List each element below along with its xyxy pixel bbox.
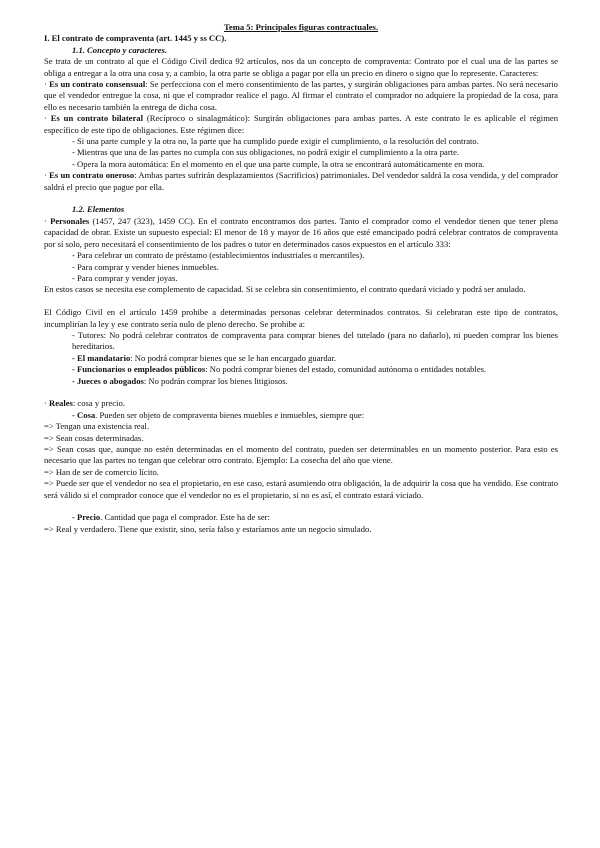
- document-page: [44, 22, 558, 535]
- list-item: => Puede ser que el vendedor no sea el propietario, en ese caso, estará asumiendo otra obligación, la de adquirir la cosa que ha vendido. Ese contrato será válido si el comprador conoce que el vendedor no es el propietario, si no es así, el contrato estará viciado.: [44, 478, 558, 500]
- list-item: - Para comprar y vender joyas.: [72, 272, 178, 283]
- list-item: => Sean cosas determinadas.: [44, 432, 144, 443]
- list-item: - Para celebrar un contrato de préstamo (establecimientos industriales o mercantiles).: [72, 250, 365, 261]
- section-1-1-heading: 1.1. Concepto y caracteres.: [72, 44, 167, 55]
- list-item: => Sean cosas que, aunque no estén determinadas en el momento del contrato, pueden ser determinables en un momento posterior. Para esto es necesario que las partes no tengan que celebrar otro contrato. Ejemplo: La cosecha del año que viene.: [44, 443, 558, 466]
- section-1-2-heading: 1.2. Elementos: [72, 204, 125, 215]
- document-title: Tema 5: Principales figuras contractuales.: [223, 22, 379, 32]
- list-item: => Han de ser de comercio lícito.: [44, 466, 159, 477]
- bilateral-label: Es un contrato bilateral: [50, 113, 143, 124]
- reales-paragraph: · Reales: cosa y precio.: [44, 398, 125, 409]
- oneroso-label: Es un contrato oneroso: [49, 170, 135, 181]
- section-1-heading: I. El contrato de compraventa (art. 1445 y ss CC).: [44, 33, 227, 44]
- list-item: => Tengan una existencia real.: [44, 421, 150, 432]
- precio-paragraph: - Precio. Cantidad que paga el comprador. Este ha de ser:: [72, 512, 270, 523]
- reales-label: Reales: [49, 398, 73, 409]
- personales-paragraph: · Personales (1457, 247 (323), 1459 CC). En el contrato encontramos dos partes. Tanto el comprador como el vendedor tienen que tener plena capacidad de obrar. Existe un supuesto especial: El menor de 18 y mayor de 16 años que esté emancipado podrá celebrar contratos de compraventa por sí solo, pero necesitará el consentimiento de los padres o tutor en determinados casos expuestos en el artículo 333:: [44, 215, 558, 249]
- consensual-paragraph: · Es un contrato consensual: Se perfecciona con el mero consentimiento de las partes, y surgirán obligaciones para ambas partes. No será necesario que el vendedor entregue la cosa, ni que el comprador realice el pago. Al firmar el contrato el comprador no adquiere la propiedad de la cosa, para ello es necesario también la entrega de dicha cosa.: [44, 79, 558, 112]
- list-item: - Mientras que una de las partes no cumpla con sus obligaciones, no podrá exigir el cumplimiento a la otra parte.: [72, 147, 460, 158]
- list-item: - Si una parte cumple y la otra no, la parte que ha cumplido puede exigir el cumplimiento, o la resolución del contrato.: [72, 136, 479, 147]
- bilateral-paragraph: · Es un contrato bilateral (Recíproco o sinalagmático): Surgirán obligaciones para ambas partes. A este contrato le es aplicable el régimen específico de este tipo de obligaciones. Este régimen dice:: [44, 113, 558, 135]
- prohibitions-paragraph: El Código Civil en el artículo 1459 prohibe a determinadas personas celebrar determinados contratos. Si celebraran este tipo de contratos, incumplirían la ley y ese contrato sería nulo de pleno derecho. Se prohibe a:: [44, 307, 558, 329]
- capacity-paragraph: En estos casos se necesita ese complemento de capacidad. Si se celebra sin consentimiento, el contrato quedará viciado y podrá ser anulado.: [44, 284, 526, 295]
- personales-label: Personales: [50, 215, 90, 226]
- consensual-label: Es un contrato consensual: [49, 79, 146, 90]
- list-item: => Real y verdadero. Tiene que existir, sino, sería falso y estaríamos ante un negocio simulado.: [44, 523, 372, 534]
- concept-paragraph: Se trata de un contrato al que el Código Civil dedica 92 artículos, nos da un concepto de compraventa: Contrato por el cual una de las partes se obliga a entregar a la otra una cosa y, a cambio, la otra parte se obliga a pagar por ella un precio en dinero o signo que lo represente. Caracteres:: [44, 56, 558, 78]
- list-item: - Opera la mora automática: En el momento en el que una parte cumple, la otra se encontrará automáticamente en mora.: [72, 158, 485, 169]
- oneroso-paragraph: · Es un contrato oneroso: Ambas partes sufrirán desplazamientos (Sacrificios) patrimoniales. Del vendedor saldrá la cosa vendida, y del comprador saldrá el precio que pague por ella.: [44, 170, 559, 192]
- jueces-item: - Jueces o abogados: No podrán comprar los bienes litigiosos.: [72, 375, 288, 386]
- list-item: - Para comprar y vender bienes inmuebles.: [72, 261, 219, 272]
- tutores-item: - Tutores: No podrá celebrar contratos de compraventa para comprar bienes del tutelado (para no dañarlo), ni pueden comprar los bienes hereditarios.: [72, 329, 558, 352]
- cosa-paragraph: - Cosa. Pueden ser objeto de compraventa bienes muebles e inmuebles, siempre que:: [72, 409, 365, 420]
- funcionarios-item: - Funcionarios o empleados públicos: No podrá comprar bienes del estado, comunidad autónoma o entidades notables.: [72, 364, 487, 375]
- mandatario-item: - El mandatario: No podrá comprar bienes que se le han encargado guardar.: [72, 352, 337, 363]
